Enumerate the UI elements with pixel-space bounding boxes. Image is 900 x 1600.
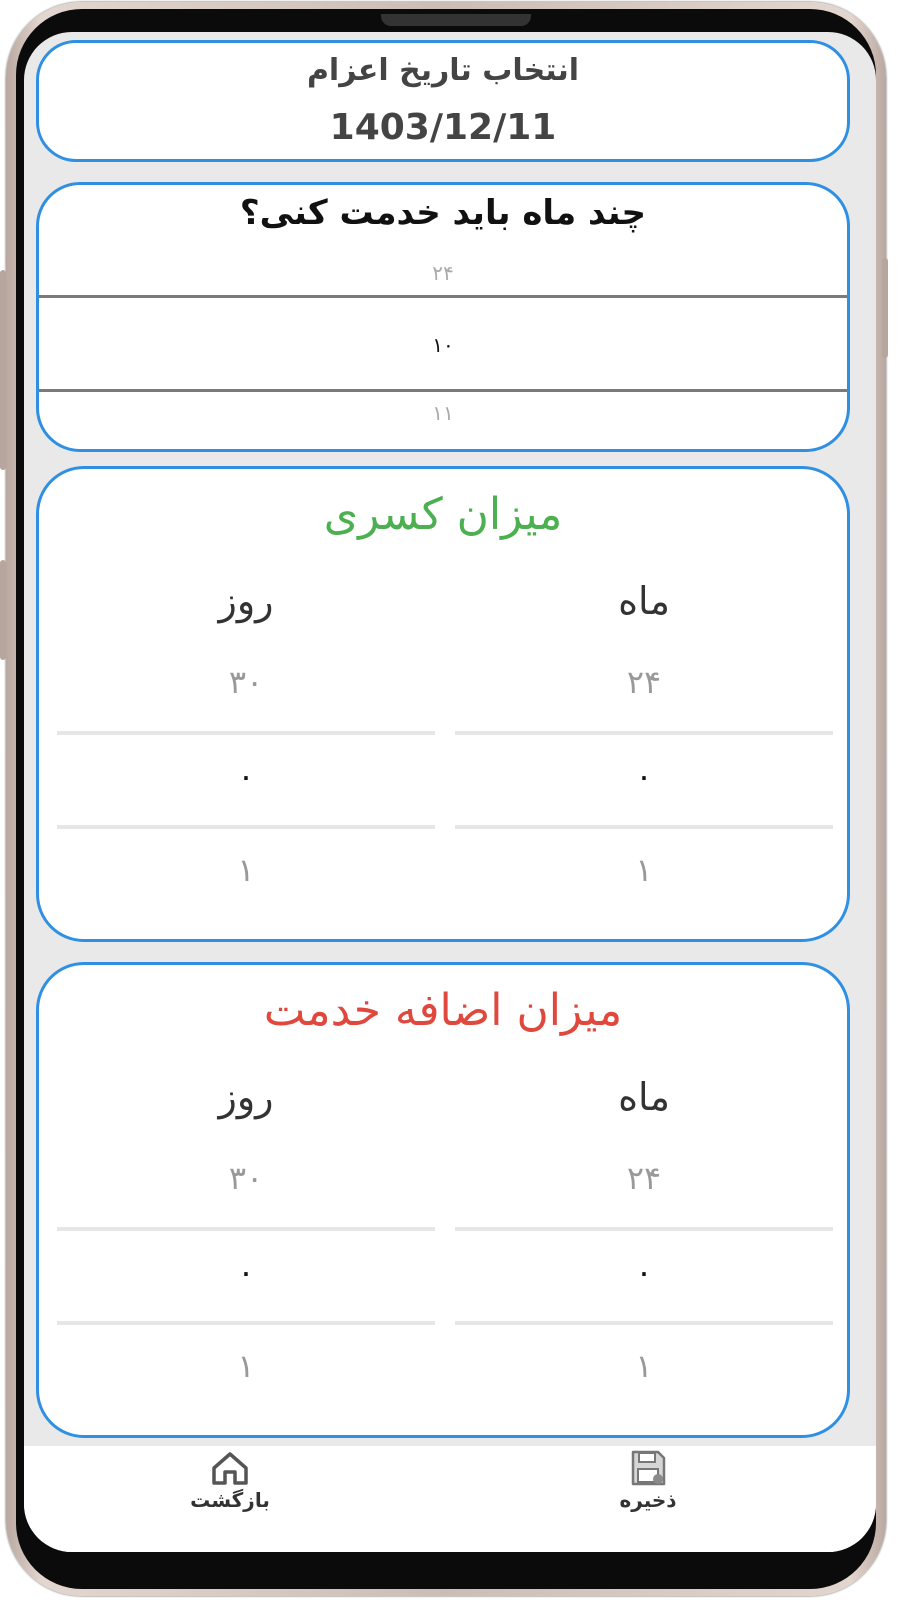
back-button[interactable] <box>130 1446 330 1526</box>
extra-day-above[interactable]: ۳۰ <box>228 1159 264 1197</box>
extra-day-below[interactable]: ۱ <box>237 1347 255 1385</box>
extra-day-selected[interactable]: ۰ <box>237 1253 255 1291</box>
volume-button <box>0 270 6 470</box>
save-label: ذخیره <box>619 1488 677 1512</box>
bottom-navigation <box>24 1446 876 1552</box>
deduction-title: میزان کسری <box>323 489 563 540</box>
date-picker-card[interactable] <box>36 40 850 162</box>
service-months-card <box>36 182 850 452</box>
extra-service-card <box>36 962 850 1438</box>
extra-month-above[interactable]: ۲۴ <box>626 1159 662 1197</box>
picker-divider-top <box>39 295 847 298</box>
picker-item-selected[interactable]: ۱۰ <box>432 333 454 357</box>
deduction-month-above[interactable]: ۲۴ <box>626 663 662 701</box>
picker-item-above[interactable]: ۲۴ <box>432 261 454 285</box>
side-button <box>0 560 6 660</box>
power-button <box>882 258 888 358</box>
extra-month-divider-top <box>455 1227 833 1231</box>
deduction-month-selected[interactable]: ۰ <box>635 757 653 795</box>
extra-day-divider-top <box>57 1227 435 1231</box>
save-button[interactable] <box>548 1446 748 1526</box>
deduction-day-divider-top <box>57 731 435 735</box>
deduction-day-selected[interactable]: ۰ <box>237 757 255 795</box>
deduction-day-below[interactable]: ۱ <box>237 851 255 889</box>
service-months-question: چند ماه باید خدمت کنی؟ <box>239 193 647 233</box>
extra-service-title: میزان اضافه خدمت <box>263 985 623 1036</box>
extra-day-divider-bottom <box>57 1321 435 1325</box>
speaker-notch <box>381 14 531 26</box>
extra-day-label: روز <box>218 1075 274 1119</box>
back-label: بازگشت <box>190 1488 270 1512</box>
extra-month-divider-bottom <box>455 1321 833 1325</box>
deduction-month-below[interactable]: ۱ <box>635 851 653 889</box>
deduction-card <box>36 466 850 942</box>
extra-month-below[interactable]: ۱ <box>635 1347 653 1385</box>
picker-divider-bottom <box>39 389 847 392</box>
deduction-day-label: روز <box>218 579 274 623</box>
deduction-month-divider-bottom <box>455 825 833 829</box>
home-icon <box>210 1450 250 1486</box>
deduction-day-above[interactable]: ۳۰ <box>228 663 264 701</box>
selected-date[interactable]: 1403/12/11 <box>329 107 557 148</box>
deduction-month-label: ماه <box>618 579 670 623</box>
picker-item-below[interactable]: ۱۱ <box>432 401 454 425</box>
deduction-month-divider-top <box>455 731 833 735</box>
extra-month-label: ماه <box>618 1075 670 1119</box>
extra-month-selected[interactable]: ۰ <box>635 1253 653 1291</box>
floppy-disk-icon <box>628 1450 668 1486</box>
app-screen <box>24 32 876 1552</box>
date-card-title: انتخاب تاریخ اعزام <box>306 53 580 88</box>
deduction-day-divider-bottom <box>57 825 435 829</box>
